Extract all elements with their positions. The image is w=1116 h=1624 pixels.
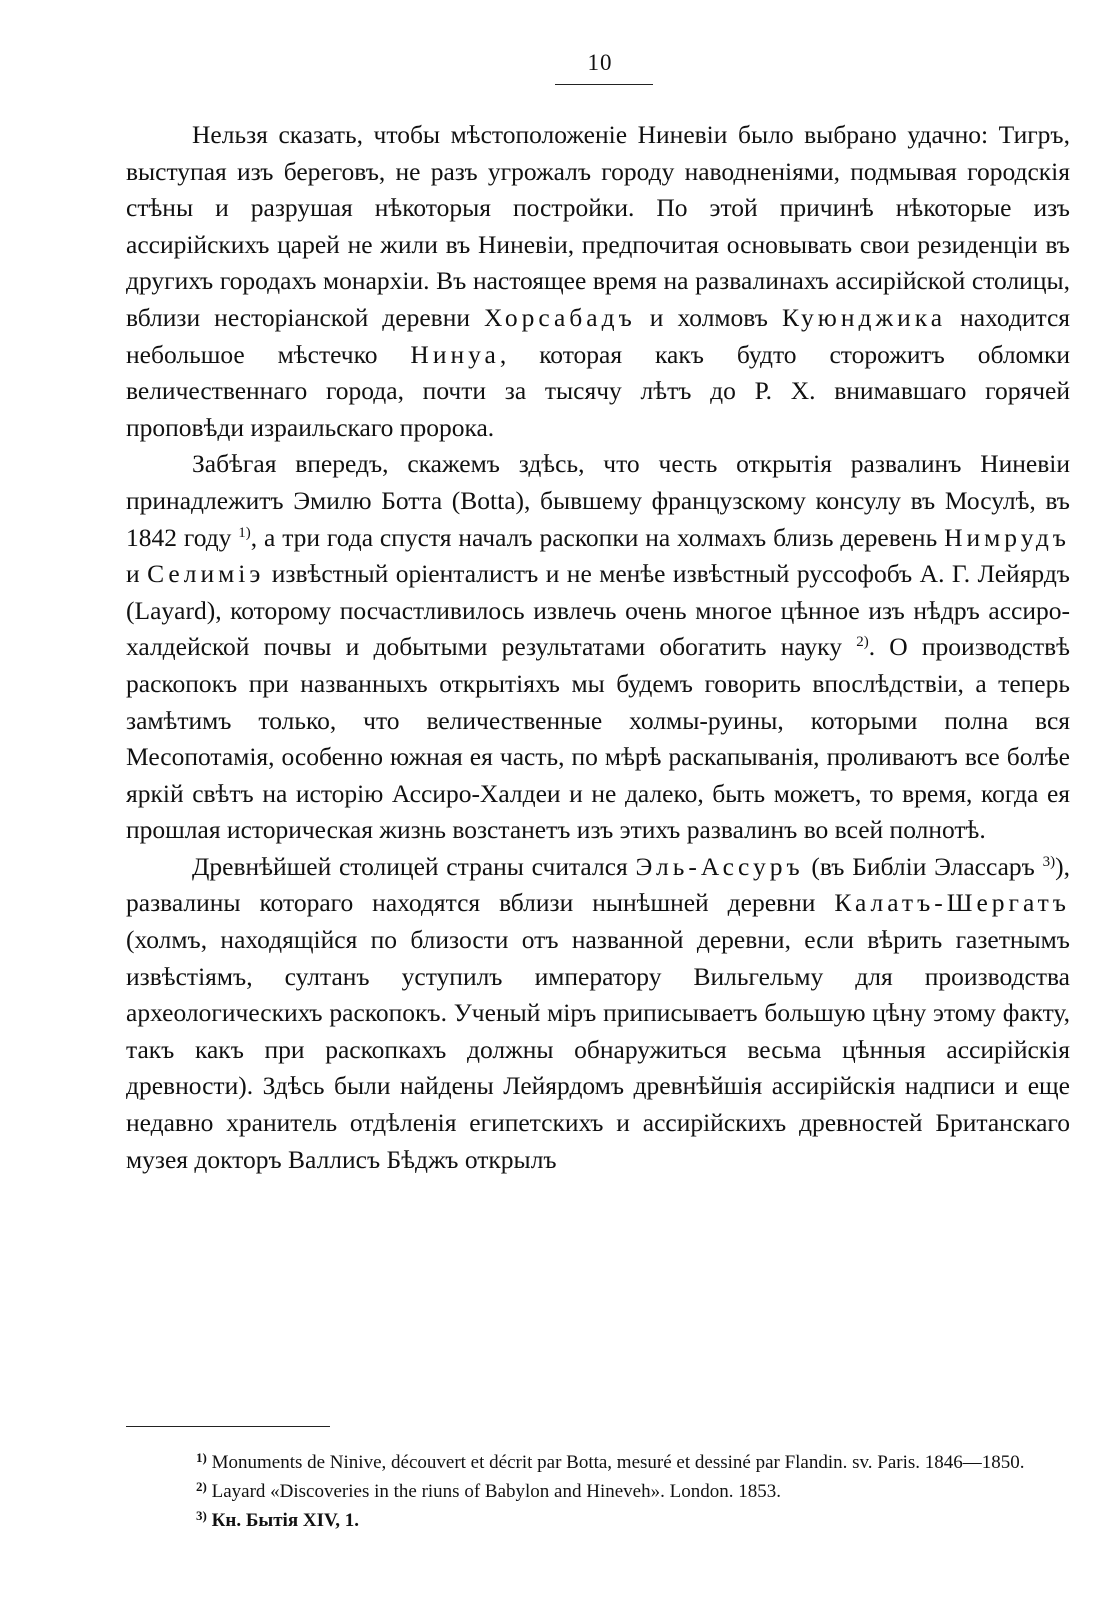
paragraph-text: Древнѣйшей столицей страны считался (192, 851, 636, 881)
paragraph-text: (въ Библіи Элассаръ (803, 851, 1043, 881)
spaced-proper-name: Нинуа (410, 339, 500, 369)
paragraph-text: , а три года спустя началъ раскопки на холмахъ близь деревень (250, 522, 945, 552)
paragraph-text: и холмовъ (635, 302, 782, 332)
paragraph-text: (холмъ, находящійся по близости отъ названной деревни, если вѣрить газетнымъ извѣстіямъ, султанъ уступилъ императору Вильгельму для производства археологическихъ раскопокъ. Ученый міръ приписываетъ большую цѣну этому факту, такъ какъ при раскопкахъ должны обнаружиться весьма цѣнныя ассирійскія древности). Здѣсь были найдены Лейярдомъ древнѣйшія ассирійскія надписи и еще недавно хранитель отдѣленія египетскихъ и ассирійскихъ древностей Британскаго музея докторъ Валлисъ Бѣджъ открылъ (126, 925, 1070, 1174)
spaced-proper-name: Хорсабадъ (484, 302, 636, 332)
paragraph (126, 117, 1070, 446)
paragraph-text: ), развалины котораго находятся вблизи нынѣшней деревни (126, 851, 1070, 918)
paragraph (126, 446, 1070, 849)
footnote-text: Кн. Бытія XIV, 1. (211, 1510, 359, 1531)
paragraph-text: и (126, 559, 148, 589)
footnote (126, 1477, 1070, 1506)
spaced-proper-name: Селиміэ (147, 559, 265, 589)
paragraph-text: Забѣгая впередъ, скажемъ здѣсь, что честь открытія развалинъ Ниневіи принадлежитъ Эмилю Ботта (Botta), бывшему французскому консулу въ Мосулѣ, въ 1842 году (126, 449, 1070, 552)
footnote-reference: 3) (1042, 853, 1056, 870)
spaced-proper-name: Эль-Ассуръ (635, 851, 804, 881)
footnote (126, 1448, 1070, 1477)
paragraph-text: находится небольшое мѣстечко (126, 302, 1070, 369)
footnote-text: Monuments de Ninive, découvert et décrit par Botta, mesuré et dessiné par Flandin. sv. Paris. 1846—1850. (211, 1452, 1025, 1473)
paragraph-text: Нельзя сказать, чтобы мѣстоположеніе Ниневіи было выбрано удачно: Тигръ, выступая изъ береговъ, не разъ угрожалъ городу наводненіями, подмывая городскія стѣны и разрушая нѣкоторыя постройки. По этой причинѣ нѣкоторые изъ ассирійскихъ царей не жили въ Ниневіи, предпочитая основывать свои резиденціи въ другихъ городахъ монархіи. Въ настоящее время на развалинахъ ассирійской столицы, вблизи несторіанской деревни (126, 120, 1070, 332)
spaced-proper-name: Калатъ-Шергатъ (834, 888, 1070, 918)
footnote-number: 2) (196, 1479, 207, 1494)
page-number-rule (555, 84, 653, 85)
footnote-text: Layard «Discoveries in the riuns of Babylon and Hineveh». London. 1853. (211, 1481, 781, 1502)
footnote-number: 1) (196, 1450, 207, 1465)
footnote-reference: 1) (238, 524, 251, 541)
footnote-number: 3) (196, 1508, 207, 1523)
paragraph-text: . О производствѣ раскопокъ при названныхъ открытіяхъ мы будемъ говорить впослѣдствіи, а теперь замѣтимъ только, что величественные холмы-руины, которыми полна вся Месопотамія, особенно южная ея часть, по мѣрѣ раскапыванія, проливаютъ все болѣе яркій свѣтъ на исторію Ассиро-Халдеи и не далеко, быть можетъ, то время, когда ея прошлая историческая жизнь возстанетъ изъ этихъ развалинъ во всей полнотѣ. (126, 632, 1070, 845)
spaced-proper-name: Куюнджика (781, 302, 947, 332)
footnote-reference: 2) (856, 634, 869, 651)
paragraph (126, 849, 1070, 1178)
spaced-proper-name: Нимрудъ (944, 522, 1070, 552)
footnote-rule (126, 1426, 330, 1427)
paragraph-text: извѣстный оріенталистъ и не менѣе извѣстный руссофобъ А. Г. Лейярдъ (Layard), которому посчастливилось извлечь очень многое цѣнное изъ нѣдръ ассиро-халдейской почвы и добытыми результатами обогатить науку (126, 559, 1070, 662)
body-text (126, 117, 1070, 1178)
page-number: 10 (587, 50, 613, 75)
footnotes (126, 1448, 1070, 1535)
footnote (126, 1506, 1070, 1535)
paragraph-text: , которая какъ будто сторожитъ обломки величественнаго города, почти за тысячу лѣтъ до Р. Х. внимавшаго горячей проповѣди израильскаго пророка. (126, 339, 1070, 442)
